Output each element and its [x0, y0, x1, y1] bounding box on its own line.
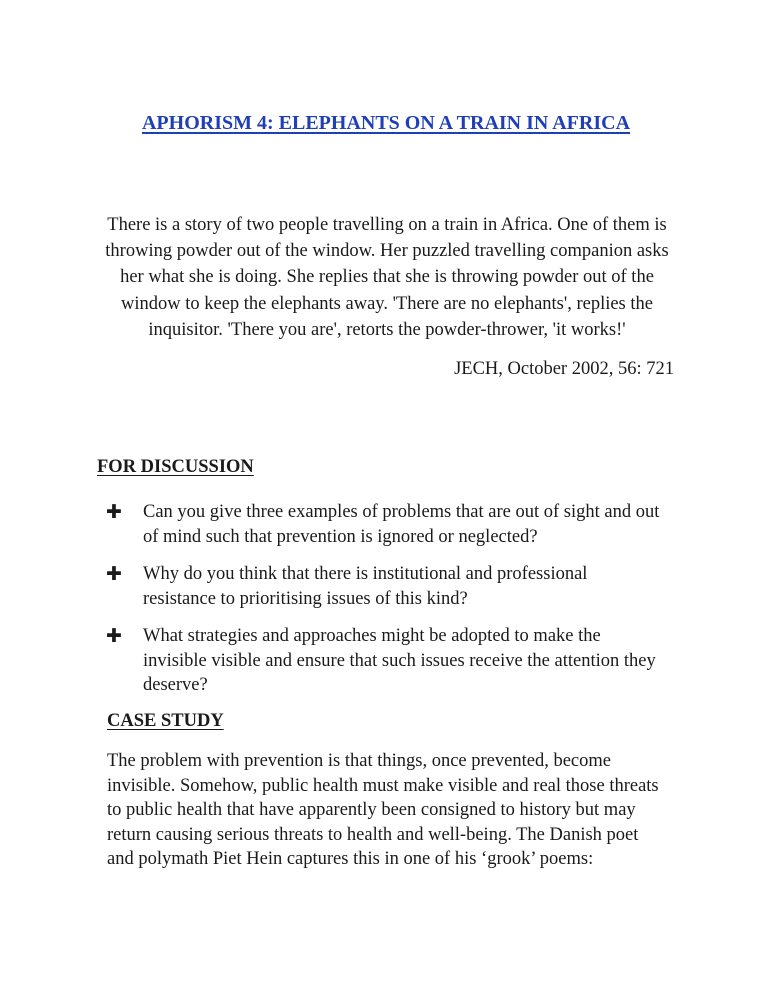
case-line: invisible. Somehow, public health must make visible and real those threats [107, 775, 659, 796]
list-item [104, 624, 684, 698]
discussion-heading: FOR DISCUSSION [97, 457, 254, 477]
intro-line: inquisitor. 'There you are', retorts the powder-thrower, 'it works!' [148, 319, 626, 340]
case-line: return causing serious threats to health and well-being. The Danish poet [107, 824, 639, 845]
list-item [104, 500, 684, 549]
question-line: Why do you think that there is institutional and professional [143, 564, 588, 584]
question-text [143, 624, 684, 698]
page-title: APHORISM 4: ELEPHANTS ON A TRAIN IN AFRICA [141, 112, 631, 134]
question-line: invisible visible and ensure that such issues receive the attention they [143, 650, 656, 671]
discussion-questions [104, 500, 684, 711]
case-study-paragraph [107, 749, 687, 872]
intro-line: There is a story of two people travelling on a train in Africa. One of them is [107, 215, 667, 235]
citation: JECH, October 2002, 56: 721 [454, 359, 674, 379]
case-line: and polymath Piet Hein captures this in one of his ‘grook’ poems: [107, 849, 594, 870]
plus-icon: ✚ [106, 625, 122, 647]
question-line: deserve? [143, 675, 208, 695]
intro-paragraph [92, 212, 682, 343]
question-line: of mind such that prevention is ignored or neglected? [143, 526, 538, 547]
list-item [104, 562, 684, 611]
plus-icon: ✚ [106, 501, 122, 523]
intro-line: throwing powder out of the window. Her puzzled travelling companion asks [105, 241, 669, 262]
question-line: Can you give three examples of problems that are out of sight and out [143, 502, 660, 522]
question-line: What strategies and approaches might be adopted to make the [143, 626, 601, 646]
intro-line: her what she is doing. She replies that she is throwing powder out of the [120, 267, 654, 288]
question-line: resistance to prioritising issues of this kind? [143, 588, 468, 609]
case-line: The problem with prevention is that things, once prevented, become [107, 751, 611, 771]
case-study-heading: CASE STUDY [107, 711, 224, 731]
question-text [143, 500, 684, 549]
case-line: to public health that have apparently been consigned to history but may [107, 800, 636, 821]
question-text [143, 562, 684, 611]
intro-line: window to keep the elephants away. 'There are no elephants', replies the [120, 293, 653, 314]
plus-icon: ✚ [106, 563, 122, 585]
